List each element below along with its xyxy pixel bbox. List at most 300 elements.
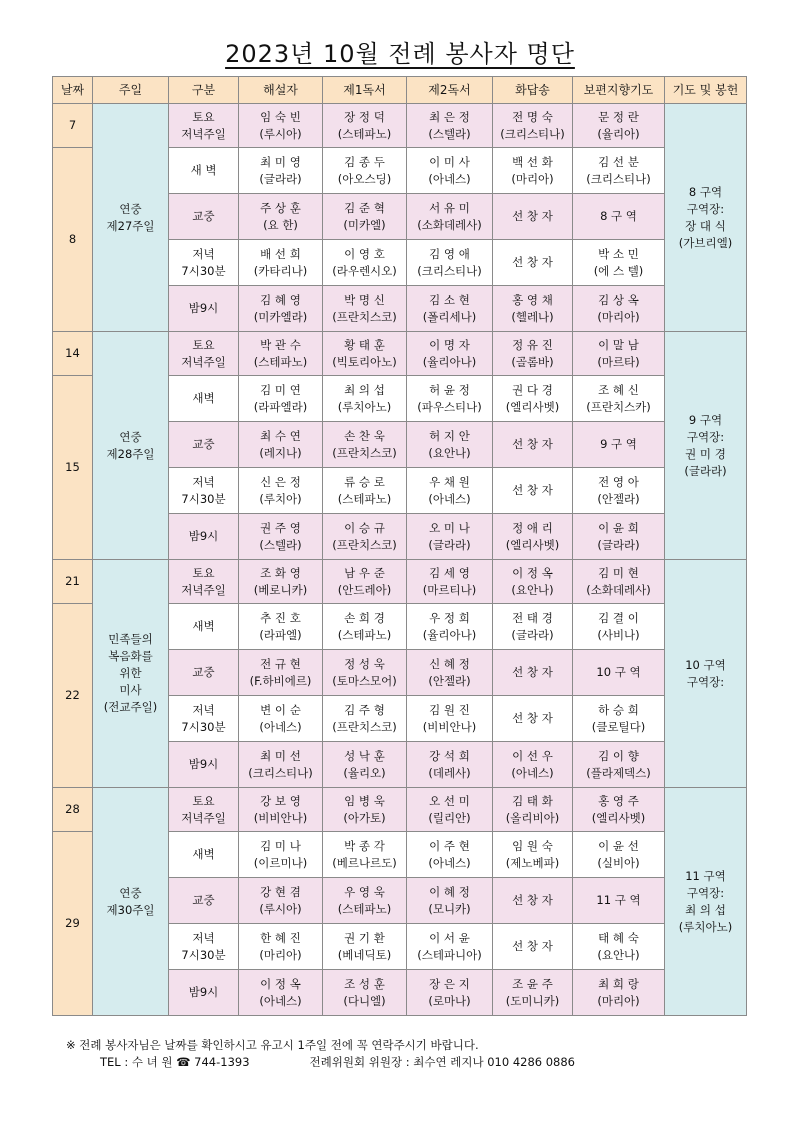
cell-line: (에 스 텔): [593, 263, 644, 278]
cell-line: 연중: [119, 885, 142, 900]
cell-line: (크리스티나): [586, 171, 651, 186]
cell-line: (라파엘라): [253, 399, 308, 414]
volunteer-cell: [239, 148, 323, 194]
cell-line: (안젤라): [428, 673, 471, 688]
volunteer-cell: [407, 104, 493, 148]
cell-line: 이 혜 정: [429, 884, 470, 899]
cell-line: 위한: [119, 666, 142, 680]
cell-line: (아네스): [428, 171, 471, 186]
sunday-cell: [93, 560, 169, 788]
column-header: 기도 및 봉헌: [665, 77, 747, 104]
cell-line: 김 종 두: [344, 154, 385, 169]
volunteer-cell: [323, 148, 407, 194]
cell-line: 저녁: [192, 474, 215, 489]
volunteer-cell: [573, 240, 665, 286]
footer-tel: TEL : 수 녀 원 ☎ 744-1393: [100, 1055, 250, 1069]
cell-line: 장 대 식: [685, 218, 726, 233]
cell-line: 7시30분: [181, 719, 226, 734]
gubun-cell: [169, 148, 239, 194]
column-header: 화답송: [493, 77, 573, 104]
cell-line: 8 구역: [688, 184, 723, 199]
volunteer-cell: [573, 468, 665, 514]
cell-line: 허 지 안: [429, 428, 470, 443]
cell-line: 미사: [119, 683, 142, 697]
cell-line: 권 기 환: [344, 930, 385, 945]
cell-line: 김 세 영: [429, 565, 470, 580]
prayer-offering-cell: [665, 332, 747, 560]
volunteer-cell: [239, 832, 323, 878]
volunteer-cell: [407, 650, 493, 696]
cell-line: (소화데레사): [586, 582, 651, 597]
cell-line: 토요: [192, 337, 215, 352]
cell-line: 김 영 애: [429, 246, 470, 261]
volunteer-cell: [573, 650, 665, 696]
cell-line: 권 다 경: [512, 382, 553, 397]
cell-line: 이 윤 선: [598, 838, 639, 853]
cell-line: 이 명 자: [429, 337, 470, 352]
cell-line: 김 태 화: [512, 793, 553, 808]
cell-line: 김 주 형: [344, 702, 385, 717]
volunteer-cell: [323, 832, 407, 878]
cell-line: (카타리나): [253, 263, 308, 278]
cell-line: 선 창 자: [512, 483, 553, 497]
volunteer-cell: [493, 240, 573, 286]
volunteer-cell: [323, 332, 407, 376]
cell-line: (루치아노): [678, 919, 733, 934]
cell-line: 구역장:: [686, 674, 725, 689]
cell-line: (마리아): [597, 993, 640, 1008]
cell-line: (비비안나): [422, 719, 477, 734]
footer: [66, 1037, 575, 1071]
cell-line: 저녁: [192, 246, 215, 261]
cell-line: 교중: [192, 665, 215, 679]
cell-line: 교중: [192, 893, 215, 907]
cell-line: (율리아): [597, 126, 640, 141]
cell-line: 이 선 우: [512, 748, 553, 763]
cell-line: (스텔라): [259, 537, 302, 552]
cell-line: 박 관 수: [260, 337, 301, 352]
cell-line: 장 은 지: [429, 976, 470, 991]
volunteer-cell: [323, 376, 407, 422]
cell-line: (글라라): [259, 171, 302, 186]
volunteer-cell: [239, 286, 323, 332]
prayer-offering-cell: [665, 788, 747, 1016]
cell-line: 임 병 욱: [344, 793, 385, 808]
cell-line: (요안나): [428, 445, 471, 460]
cell-line: 전 영 아: [598, 474, 639, 489]
volunteer-cell: [239, 422, 323, 468]
volunteer-cell: [323, 788, 407, 832]
cell-line: 김 선 분: [598, 154, 639, 169]
volunteer-cell: [407, 422, 493, 468]
cell-line: (레지나): [259, 445, 302, 460]
cell-line: 김 미 현: [598, 565, 639, 580]
cell-line: 변 이 순: [260, 702, 301, 717]
volunteer-cell: [239, 332, 323, 376]
cell-line: 최 의 섭: [344, 382, 385, 397]
cell-line: 이 정 옥: [512, 565, 553, 580]
cell-line: 권 주 영: [260, 520, 301, 535]
cell-line: (스테파노): [337, 901, 392, 916]
cell-line: 오 미 나: [429, 520, 470, 535]
cell-line: (글라라): [684, 463, 727, 478]
cell-line: 강 석 희: [429, 748, 470, 763]
cell-line: 선 창 자: [512, 209, 553, 223]
cell-line: (라파엘): [259, 627, 302, 642]
cell-line: 민족들의: [108, 632, 153, 646]
volunteer-cell: [493, 696, 573, 742]
cell-line: 조 성 훈: [344, 976, 385, 991]
gubun-cell: [169, 240, 239, 286]
date-cell: 14: [53, 332, 93, 376]
cell-line: 이 승 규: [344, 520, 385, 535]
cell-line: 박 소 민: [598, 246, 639, 261]
cell-line: 복음화를: [108, 649, 153, 663]
cell-line: (루치아): [259, 491, 302, 506]
volunteer-cell: [323, 514, 407, 560]
cell-line: (실비아): [597, 855, 640, 870]
cell-line: 선 창 자: [512, 665, 553, 679]
cell-line: 전 규 현: [260, 656, 301, 671]
cell-line: (루시아): [259, 126, 302, 141]
cell-line: 김 미 연: [260, 382, 301, 397]
volunteer-cell: [239, 742, 323, 788]
cell-line: (프란치스카): [586, 399, 651, 414]
cell-line: 조 혜 신: [598, 382, 639, 397]
roster-table: [52, 76, 747, 1016]
cell-line: (로마나): [428, 993, 471, 1008]
cell-line: 선 창 자: [512, 893, 553, 907]
column-header: 보편지향기도: [573, 77, 665, 104]
cell-line: 토요: [192, 565, 215, 580]
volunteer-cell: [493, 924, 573, 970]
cell-line: 오 선 미: [429, 793, 470, 808]
cell-line: 10 구역: [685, 657, 726, 672]
cell-line: 저녁주일: [181, 126, 226, 141]
date-cell: 8: [53, 148, 93, 332]
date-cell: 29: [53, 832, 93, 1016]
cell-line: 구역장:: [686, 201, 725, 216]
gubun-cell: [169, 332, 239, 376]
volunteer-cell: [407, 560, 493, 604]
cell-line: 제27주일: [106, 218, 155, 233]
cell-line: 장 정 덕: [344, 109, 385, 124]
cell-line: (마르티나): [422, 582, 477, 597]
cell-line: 최 미 영: [260, 154, 301, 169]
cell-line: (프란치스코): [332, 309, 397, 324]
volunteer-cell: [323, 560, 407, 604]
volunteer-cell: [323, 194, 407, 240]
cell-line: (아네스): [259, 993, 302, 1008]
cell-line: (골롬바): [511, 354, 554, 369]
cell-line: 하 승 희: [598, 702, 639, 717]
cell-line: (아네스): [259, 719, 302, 734]
cell-line: 저녁주일: [181, 354, 226, 369]
cell-line: (율리오): [343, 765, 386, 780]
gubun-cell: [169, 742, 239, 788]
volunteer-cell: [239, 924, 323, 970]
cell-line: (율리아나): [422, 354, 477, 369]
gubun-cell: [169, 194, 239, 240]
cell-line: 9 구 역: [600, 437, 637, 451]
volunteer-cell: [493, 832, 573, 878]
column-header: 주일: [93, 77, 169, 104]
gubun-cell: [169, 286, 239, 332]
cell-line: 밤9시: [188, 301, 219, 315]
cell-line: (프란치스코): [332, 719, 397, 734]
cell-line: 새벽: [192, 391, 215, 405]
cell-line: 전 명 숙: [512, 109, 553, 124]
cell-line: (마르타): [597, 354, 640, 369]
cell-line: 정 애 리: [512, 520, 553, 535]
gubun-cell: [169, 832, 239, 878]
volunteer-cell: [573, 924, 665, 970]
cell-line: (폴리세나): [422, 309, 477, 324]
volunteer-cell: [407, 604, 493, 650]
volunteer-cell: [493, 650, 573, 696]
cell-line: 한 혜 진: [260, 930, 301, 945]
volunteer-cell: [239, 104, 323, 148]
cell-line: 남 우 준: [344, 565, 385, 580]
cell-line: 김 혜 영: [260, 292, 301, 307]
cell-line: (아네스): [511, 765, 554, 780]
volunteer-cell: [493, 148, 573, 194]
cell-line: (가브리엘): [678, 235, 733, 250]
cell-line: 배 선 희: [260, 246, 301, 261]
footer-committee: 전례위원회 위원장 : 최수연 레지나 010 4286 0886: [309, 1055, 576, 1069]
cell-line: 이 서 윤: [429, 930, 470, 945]
volunteer-cell: [573, 332, 665, 376]
cell-line: 손 희 경: [344, 610, 385, 625]
volunteer-cell: [239, 604, 323, 650]
cell-line: (스테파노): [253, 354, 308, 369]
volunteer-cell: [323, 924, 407, 970]
cell-line: (도미니카): [505, 993, 560, 1008]
date-cell: 28: [53, 788, 93, 832]
cell-line: (F.하비에르): [249, 673, 312, 688]
cell-line: (다니엘): [343, 993, 386, 1008]
cell-line: 박 종 각: [344, 838, 385, 853]
cell-line: 구역장:: [686, 885, 725, 900]
cell-line: (전교주일): [103, 700, 158, 714]
cell-line: 이 정 옥: [260, 976, 301, 991]
cell-line: (아오스딩): [337, 171, 392, 186]
gubun-cell: [169, 422, 239, 468]
cell-line: 저녁주일: [181, 582, 226, 597]
volunteer-cell: [493, 286, 573, 332]
cell-line: (요안나): [511, 582, 554, 597]
date-cell: 22: [53, 604, 93, 788]
cell-line: (사비나): [597, 627, 640, 642]
volunteer-cell: [323, 650, 407, 696]
gubun-cell: [169, 788, 239, 832]
cell-line: (파우스티나): [417, 399, 482, 414]
cell-line: 박 명 신: [344, 292, 385, 307]
cell-line: 최 미 선: [260, 748, 301, 763]
cell-line: (미카엘라): [253, 309, 308, 324]
cell-line: 류 승 로: [344, 474, 385, 489]
volunteer-cell: [573, 970, 665, 1016]
volunteer-cell: [239, 240, 323, 286]
table-row: [53, 332, 747, 376]
cell-line: 제28주일: [106, 446, 155, 461]
cell-line: 새벽: [192, 619, 215, 633]
volunteer-cell: [323, 104, 407, 148]
cell-line: 최 수 연: [260, 428, 301, 443]
volunteer-cell: [323, 878, 407, 924]
cell-line: (올리비아): [505, 810, 560, 825]
volunteer-cell: [493, 104, 573, 148]
cell-line: (요 한): [263, 217, 298, 232]
volunteer-cell: [239, 560, 323, 604]
volunteer-cell: [493, 788, 573, 832]
cell-line: (이르미나): [253, 855, 308, 870]
sunday-cell: [93, 788, 169, 1016]
gubun-cell: [169, 970, 239, 1016]
cell-line: 홍 영 채: [512, 292, 553, 307]
cell-line: 강 현 겸: [260, 884, 301, 899]
volunteer-cell: [573, 514, 665, 560]
volunteer-cell: [493, 878, 573, 924]
volunteer-cell: [573, 376, 665, 422]
cell-line: (헬레나): [511, 309, 554, 324]
cell-line: 김 상 옥: [598, 292, 639, 307]
cell-line: (안젤라): [597, 491, 640, 506]
cell-line: (스텔라): [428, 126, 471, 141]
cell-line: 최 의 섭: [685, 902, 726, 917]
cell-line: 우 정 희: [429, 610, 470, 625]
cell-line: 임 원 숙: [512, 838, 553, 853]
volunteer-cell: [573, 148, 665, 194]
cell-line: (루시아): [259, 901, 302, 916]
cell-line: (스테파니아): [417, 947, 482, 962]
gubun-cell: [169, 650, 239, 696]
cell-line: 주 상 훈: [260, 200, 301, 215]
volunteer-cell: [323, 696, 407, 742]
cell-line: (제노베파): [505, 855, 560, 870]
gubun-cell: [169, 878, 239, 924]
cell-line: 정 성 욱: [344, 656, 385, 671]
cell-line: 10 구 역: [596, 665, 641, 679]
table-row: [53, 560, 747, 604]
cell-line: 토요: [192, 793, 215, 808]
cell-line: 김 준 혁: [344, 200, 385, 215]
volunteer-cell: [239, 970, 323, 1016]
cell-line: 조 화 영: [260, 565, 301, 580]
date-cell: 15: [53, 376, 93, 560]
volunteer-cell: [573, 742, 665, 788]
volunteer-cell: [573, 286, 665, 332]
volunteer-cell: [407, 924, 493, 970]
cell-line: 서 유 미: [429, 200, 470, 215]
volunteer-cell: [407, 194, 493, 240]
volunteer-cell: [493, 376, 573, 422]
cell-line: 저녁: [192, 702, 215, 717]
cell-line: (엘리사벳): [505, 399, 560, 414]
cell-line: 김 미 나: [260, 838, 301, 853]
cell-line: 밤9시: [188, 985, 219, 999]
cell-line: (베로니카): [253, 582, 308, 597]
cell-line: (율리아나): [422, 627, 477, 642]
cell-line: 이 주 현: [429, 838, 470, 853]
cell-line: (프란치스코): [332, 537, 397, 552]
volunteer-cell: [407, 514, 493, 560]
volunteer-cell: [493, 742, 573, 788]
volunteer-cell: [239, 194, 323, 240]
cell-line: (크리스티나): [417, 263, 482, 278]
volunteer-cell: [407, 286, 493, 332]
gubun-cell: [169, 514, 239, 560]
column-header: 제1독서: [323, 77, 407, 104]
cell-line: 11 구 역: [596, 893, 641, 907]
cell-line: 새벽: [192, 847, 215, 861]
volunteer-cell: [407, 832, 493, 878]
cell-line: (엘리사벳): [591, 810, 646, 825]
cell-line: (글라라): [597, 537, 640, 552]
cell-line: 허 윤 정: [429, 382, 470, 397]
cell-line: (크리스티나): [500, 126, 565, 141]
cell-line: 선 창 자: [512, 711, 553, 725]
cell-line: 홍 영 주: [598, 793, 639, 808]
table-row: [53, 788, 747, 832]
cell-line: (글라라): [511, 627, 554, 642]
volunteer-cell: [573, 788, 665, 832]
column-header: 해설자: [239, 77, 323, 104]
cell-line: (라우렌시오): [332, 263, 397, 278]
cell-line: (스테파노): [337, 627, 392, 642]
volunteer-cell: [493, 604, 573, 650]
cell-line: (모니카): [428, 901, 471, 916]
cell-line: 선 창 자: [512, 255, 553, 269]
cell-line: 백 선 화: [512, 154, 553, 169]
cell-line: 8 구 역: [600, 209, 637, 223]
cell-line: 저녁주일: [181, 810, 226, 825]
gubun-cell: [169, 468, 239, 514]
volunteer-cell: [573, 422, 665, 468]
cell-line: (아네스): [428, 491, 471, 506]
cell-line: 교중: [192, 437, 215, 451]
cell-line: 태 혜 숙: [598, 930, 639, 945]
cell-line: 최 은 정: [429, 109, 470, 124]
cell-line: (안드레아): [337, 582, 392, 597]
cell-line: 이 말 남: [598, 337, 639, 352]
column-header: 구분: [169, 77, 239, 104]
cell-line: 연중: [119, 429, 142, 444]
cell-line: 정 유 진: [512, 337, 553, 352]
cell-line: 우 채 원: [429, 474, 470, 489]
cell-line: 11 구역: [685, 868, 726, 883]
volunteer-cell: [573, 194, 665, 240]
cell-line: (마리아): [511, 171, 554, 186]
column-header: 날짜: [53, 77, 93, 104]
gubun-cell: [169, 104, 239, 148]
volunteer-cell: [573, 832, 665, 878]
cell-line: (아가토): [343, 810, 386, 825]
volunteer-cell: [407, 970, 493, 1016]
volunteer-cell: [323, 286, 407, 332]
cell-line: 7시30분: [181, 947, 226, 962]
cell-line: (베르나르도): [332, 855, 397, 870]
cell-line: 권 미 경: [685, 446, 726, 461]
date-cell: 7: [53, 104, 93, 148]
volunteer-cell: [239, 650, 323, 696]
cell-line: 7시30분: [181, 491, 226, 506]
gubun-cell: [169, 696, 239, 742]
cell-line: 제30주일: [106, 902, 155, 917]
cell-line: 손 찬 욱: [344, 428, 385, 443]
cell-line: (베네딕토): [337, 947, 392, 962]
volunteer-cell: [407, 376, 493, 422]
